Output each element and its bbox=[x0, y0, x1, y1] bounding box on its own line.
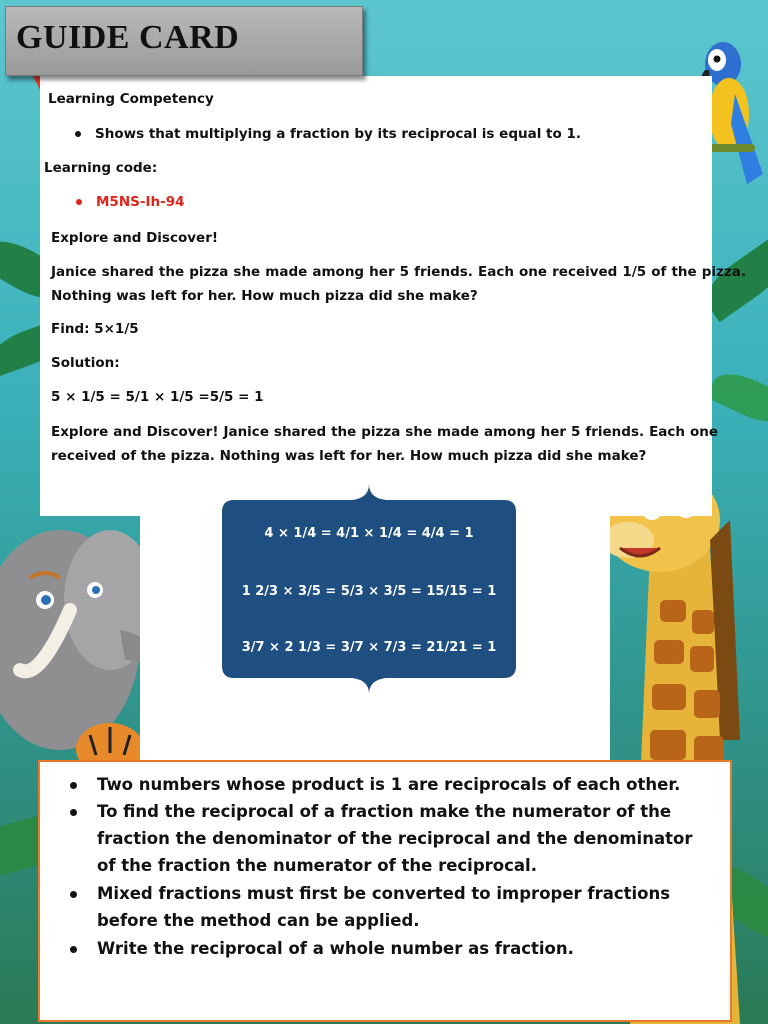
note-text: Write the reciprocal of a whole number as fraction. bbox=[97, 939, 574, 958]
note-item bbox=[70, 798, 710, 879]
note-text: Two numbers whose product is 1 are reciprocals of each other. bbox=[97, 775, 681, 794]
bullet-icon bbox=[70, 891, 77, 898]
page-title: GUIDE CARD bbox=[16, 19, 240, 56]
bullet-icon bbox=[70, 946, 77, 953]
note-text: To find the reciprocal of a fraction make the numerator of the fraction the denominator of the reciprocal and the denominator of the fraction the numerator of the reciprocal. bbox=[97, 802, 693, 875]
solution-text: 5 × 1/5 = 5/1 × 1/5 =5/5 = 1 bbox=[51, 389, 264, 405]
bullet-icon bbox=[70, 782, 77, 789]
competency-item bbox=[75, 126, 581, 142]
note-text: Mixed fractions must first be converted to improper fractions before the method can be applied. bbox=[97, 884, 671, 930]
problem-line-2: Nothing was left for her. How much pizza did she make? bbox=[51, 288, 478, 304]
code-heading: Learning code: bbox=[44, 160, 158, 176]
example-equation-1: 4 × 1/4 = 4/1 × 1/4 = 4/4 = 1 bbox=[264, 526, 474, 541]
note-item bbox=[70, 880, 710, 934]
bullet-icon bbox=[70, 809, 77, 816]
example-equation-3: 3/7 × 2 1/3 = 3/7 × 7/3 = 21/21 = 1 bbox=[241, 640, 497, 655]
notes-box bbox=[38, 760, 732, 1022]
problem-line-1: Janice shared the pizza she made among her 5 friends. Each one received 1/5 of the pizza. bbox=[51, 264, 746, 280]
competency-heading: Learning Competency bbox=[48, 91, 214, 107]
code-item bbox=[76, 194, 184, 210]
competency-text: Shows that multiplying a fraction by its reciprocal is equal to 1. bbox=[95, 126, 581, 142]
solution-label: Solution: bbox=[51, 355, 120, 371]
code-value: M5NS-Ih-94 bbox=[96, 194, 185, 210]
bullet-icon bbox=[76, 199, 82, 205]
explore-heading: Explore and Discover! bbox=[51, 230, 219, 246]
bullet-icon bbox=[75, 131, 81, 137]
note-item bbox=[70, 771, 710, 798]
repeat-line-2: received of the pizza. Nothing was left for her. How much pizza did she make? bbox=[51, 448, 647, 464]
note-item bbox=[70, 935, 710, 962]
repeat-line-1: Explore and Discover! Janice shared the pizza she made among her 5 friends. Each one bbox=[51, 424, 718, 440]
example-equation-2: 1 2/3 × 3/5 = 5/3 × 3/5 = 15/15 = 1 bbox=[241, 584, 497, 599]
find-expression: Find: 5×1/5 bbox=[51, 321, 139, 337]
